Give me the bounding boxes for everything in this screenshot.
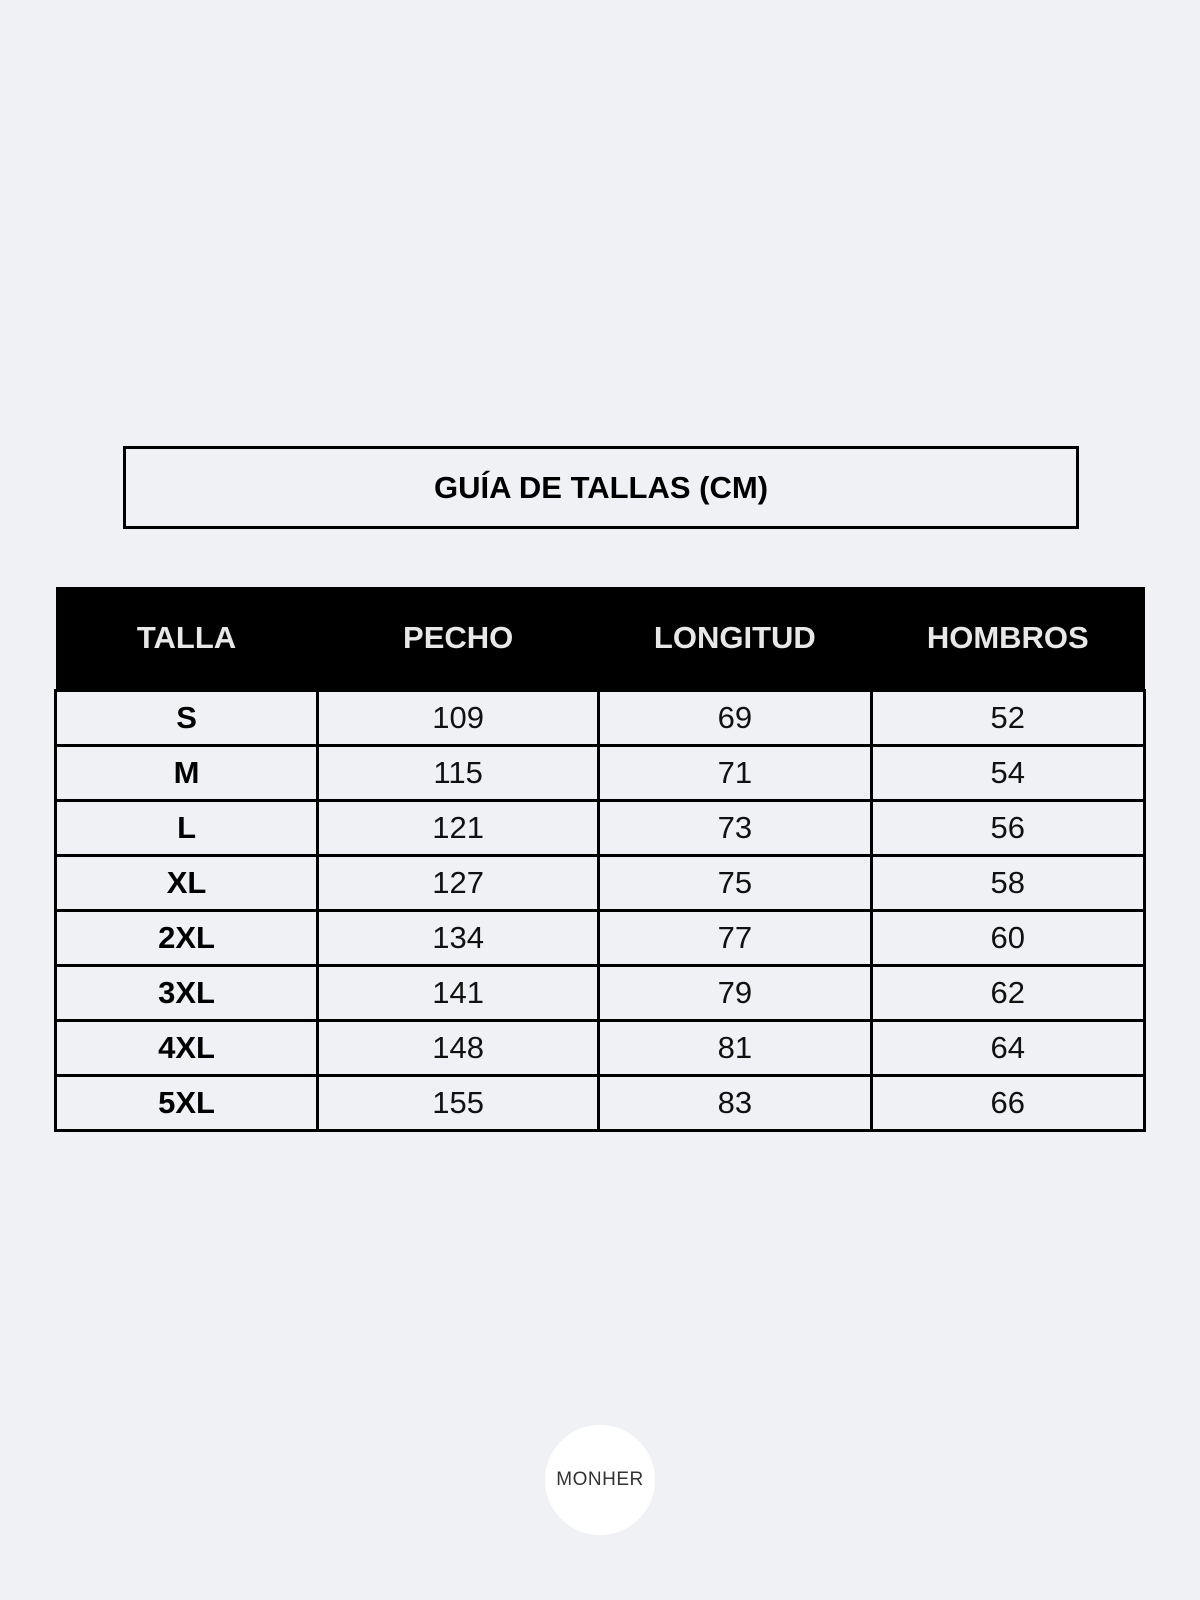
table-header-row	[56, 587, 1145, 691]
measurement-cell: 64	[871, 1021, 1144, 1076]
measurement-cell: 73	[599, 801, 871, 856]
measurement-cell: 81	[599, 1021, 871, 1076]
column-header: TALLA	[56, 587, 318, 691]
measurement-cell: 148	[318, 1021, 599, 1076]
measurement-cell: 54	[871, 746, 1144, 801]
measurement-cell: 77	[599, 911, 871, 966]
size-cell: M	[56, 746, 318, 801]
measurement-cell: 56	[871, 801, 1144, 856]
measurement-cell: 58	[871, 856, 1144, 911]
size-cell: 4XL	[56, 1021, 318, 1076]
measurement-cell: 155	[318, 1076, 599, 1131]
measurement-cell: 52	[871, 691, 1144, 746]
brand-logo	[545, 1425, 655, 1535]
measurement-cell: 69	[599, 691, 871, 746]
size-cell: XL	[56, 856, 318, 911]
measurement-cell: 141	[318, 966, 599, 1021]
measurement-cell: 83	[599, 1076, 871, 1131]
table-row	[56, 856, 1145, 911]
size-cell: 3XL	[56, 966, 318, 1021]
measurement-cell: 75	[599, 856, 871, 911]
measurement-cell: 134	[318, 911, 599, 966]
measurement-cell: 62	[871, 966, 1144, 1021]
measurement-cell: 60	[871, 911, 1144, 966]
table-row	[56, 1021, 1145, 1076]
table-row	[56, 1076, 1145, 1131]
measurement-cell: 79	[599, 966, 871, 1021]
column-header: PECHO	[318, 587, 599, 691]
brand-logo-text: MONHER	[556, 1469, 644, 1490]
table-row	[56, 746, 1145, 801]
column-header: LONGITUD	[599, 587, 871, 691]
measurement-cell: 71	[599, 746, 871, 801]
size-cell: S	[56, 691, 318, 746]
page-title: GUÍA DE TALLAS (CM)	[433, 469, 769, 505]
table-row	[56, 966, 1145, 1021]
measurement-cell: 121	[318, 801, 599, 856]
table-row	[56, 911, 1145, 966]
measurement-cell: 127	[318, 856, 599, 911]
measurement-cell: 66	[871, 1076, 1144, 1131]
title-box	[123, 446, 1079, 529]
table-row	[56, 801, 1145, 856]
size-cell: L	[56, 801, 318, 856]
table-row	[56, 691, 1145, 746]
measurement-cell: 115	[318, 746, 599, 801]
size-cell: 2XL	[56, 911, 318, 966]
measurement-cell: 109	[318, 691, 599, 746]
size-cell: 5XL	[56, 1076, 318, 1131]
column-header: HOMBROS	[871, 587, 1144, 691]
size-table	[54, 587, 1146, 1132]
